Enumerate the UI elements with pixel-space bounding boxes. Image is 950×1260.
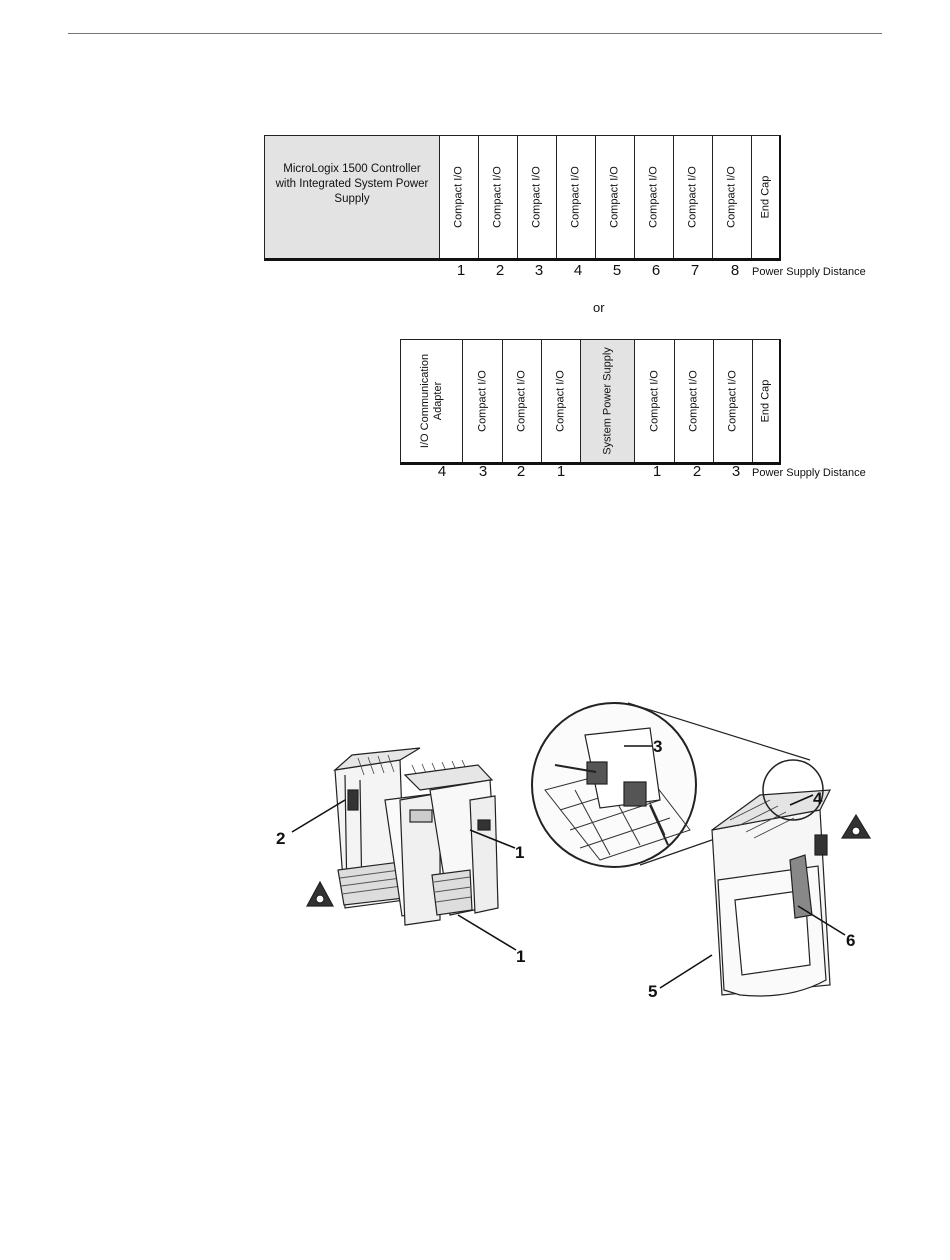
callout-number: 5 xyxy=(648,982,658,1001)
adapter-label: I/O Communication Adapter xyxy=(418,353,444,449)
esd-warning-icon xyxy=(307,882,333,906)
module-label: Compact I/O xyxy=(569,166,582,228)
distance-number: 2 xyxy=(516,463,526,480)
module-label: Compact I/O xyxy=(491,166,504,228)
callout-number: 3 xyxy=(653,737,663,756)
distance-number: 4 xyxy=(573,262,583,279)
callout-number: 6 xyxy=(846,931,856,950)
module-label: Compact I/O xyxy=(725,166,738,228)
distance-number: 7 xyxy=(690,262,700,279)
distance-axis-label: Power Supply Distance xyxy=(752,266,866,278)
distance-number: 1 xyxy=(456,262,466,279)
module-label: Compact I/O xyxy=(476,370,488,432)
distance-number: 3 xyxy=(731,463,741,480)
distance-number: 6 xyxy=(651,262,661,279)
distance-number: 8 xyxy=(730,262,740,279)
distance-number: 1 xyxy=(652,463,662,480)
callout-number: 2 xyxy=(276,829,286,848)
callout-number: 1 xyxy=(516,947,526,966)
end-cap-label: End Cap xyxy=(759,175,771,219)
distance-number: 5 xyxy=(612,262,622,279)
power-supply-label: System Power Supply xyxy=(601,347,613,455)
distance-axis-label: Power Supply Distance xyxy=(752,467,866,479)
esd-warning-icon xyxy=(842,815,870,838)
module-label: Compact I/O xyxy=(686,166,699,228)
or-separator: or xyxy=(593,300,605,315)
module-label: Compact I/O xyxy=(687,370,700,432)
distance-number: 4 xyxy=(437,463,447,480)
distance-number: 3 xyxy=(534,262,544,279)
end-cap-label: End Cap xyxy=(759,379,772,423)
callout-number: 1 xyxy=(515,843,525,862)
module-label: Compact I/O xyxy=(608,166,621,228)
module-label: Compact I/O xyxy=(554,370,567,432)
distance-number: 2 xyxy=(495,262,505,279)
module-label: Compact I/O xyxy=(530,166,543,228)
module-label: Compact I/O xyxy=(647,166,660,228)
module-label: Compact I/O xyxy=(515,370,528,432)
distance-number: 1 xyxy=(556,463,566,480)
module-label: Compact I/O xyxy=(452,166,465,228)
module-label: Compact I/O xyxy=(648,370,660,432)
callout-number: 4 xyxy=(813,789,823,808)
distance-number: 3 xyxy=(478,463,488,480)
distance-number: 2 xyxy=(692,463,702,480)
module-label: Compact I/O xyxy=(726,370,739,432)
compact-io-module-right xyxy=(430,780,498,915)
magnified-detail-view xyxy=(532,703,696,867)
controller-label: MicroLogix 1500 Controller with Integrated System Power Supply xyxy=(275,163,429,205)
